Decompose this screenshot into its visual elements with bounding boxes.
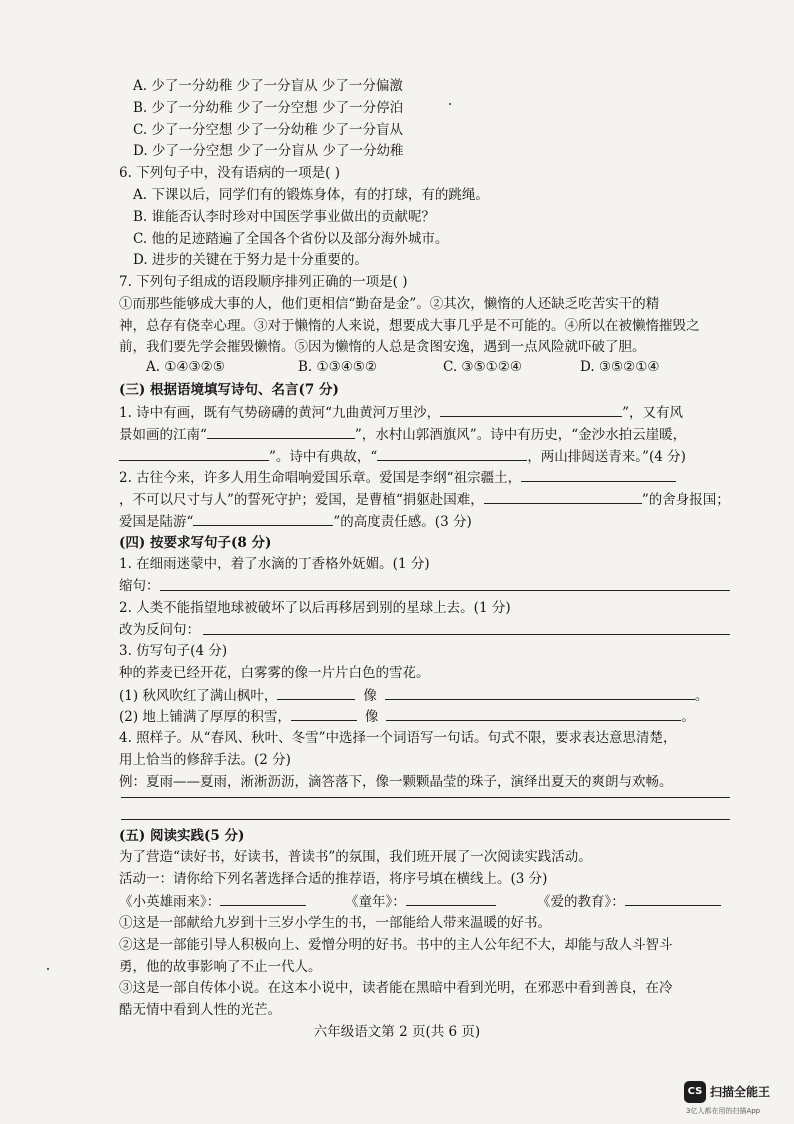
q6-stem: 6. 下列句子中，没有语病的一项是( ) [119,165,340,181]
answer-blank[interactable] [377,446,527,461]
answer-line[interactable] [121,819,730,820]
s4-q1: 1. 在细雨迷蒙中，着了水滴的丁香格外妩媚。(1 分) [119,556,430,572]
q7-option-d: D. ③⑤②①④ [580,359,660,375]
s4-q2-label: 改为反问句： [119,622,200,638]
q5-option-c: C. 少了一分空想 少了一分幼稚 少了一分盲从 [133,122,404,138]
answer-blank[interactable] [193,511,333,526]
answer-line[interactable] [160,590,730,591]
section-5-header: (五) 阅读实践(5 分) [119,828,245,844]
q6-option-a: A. 下课以后，同学们有的锻炼身体，有的打球，有的跳绳。 [133,187,489,203]
s4-q3-item-2: (2) 地上铺满了厚厚的积雪， 像 。 [119,706,695,727]
s5-intro: 为了营造“读好书，好读书，普读书”的氛围，我们班开展了一次阅读实践活动。 [119,849,592,865]
s5-recommendation-2-line-1: ②这是一部能引导人积极向上、爱憎分明的好书。书中的主人公年纪不大，却能与敌人斗智斗 [119,937,673,953]
s5-recommendation-1: ①这是一部献给九岁到十三岁小学生的书，一部能给人带来温暖的好书。 [119,915,551,931]
scan-speck [47,968,49,970]
section-3-header: (三) 根据语境填写诗句、名言(7 分) [119,382,339,398]
s3-q2-line-1: 2. 古往今来，许多人用生命唱响爱国乐章。爱国是李纲“祖宗疆土， [119,467,676,488]
answer-blank[interactable] [521,467,676,482]
s3-q1-line-1: 1. 诗中有画，既有气势磅礴的黄河“九曲黄河万里沙， ”，又有风 [119,402,683,423]
s5-activity-1: 活动一：请你给下列名著选择合适的推荐语，将序号填在横线上。(3 分) [119,871,548,887]
s3-q1-line-2: 景如画的江南“ ”，水村山郭酒旗风”。诗中有历史，“金沙水拍云崖暖， [119,424,686,445]
q7-option-b: B. ①③④⑤② [298,359,378,375]
s3-q1-line-3: ”。诗中有典故，“ ，两山排闼送青来。”(4 分) [119,446,686,467]
s5-book-2: 《童年》： [345,891,496,912]
answer-line[interactable] [203,634,730,635]
s4-q3: 3. 仿写句子(4 分) [119,643,228,659]
scanner-logo-icon: CS [684,1081,706,1103]
q5-option-d: D. 少了一分空想 少了一分盲从 少了一分幼稚 [133,143,404,159]
q5-option-b: B. 少了一分幼稚 少了一分空想 少了一分停泊 [133,100,404,116]
page-footer: 六年级语文第 2 页(共 6 页) [313,1024,481,1040]
answer-blank[interactable] [119,446,269,461]
s4-q4-example: 例：夏雨——夏雨，淅淅沥沥，滴答落下，像一颗颗晶莹的珠子，演绎出夏天的爽朗与欢畅。 [119,774,673,790]
answer-blank[interactable] [220,891,306,906]
q7-line-2: 神，总存有侥幸心理。③对于懒惰的人来说，想要成大事几乎是不可能的。④所以在被懒惰摧毁之 [119,318,700,334]
q7-option-c: C. ③⑤①②④ [443,359,522,375]
scanner-watermark-title: 扫描全能王 [710,1085,771,1099]
s4-q2: 2. 人类不能指望地球被破坏了以后再移居到别的星球上去。(1 分) [119,600,511,616]
s5-book-1: 《小英雄雨来》： [119,891,306,912]
answer-blank[interactable] [385,685,695,700]
answer-blank[interactable] [386,706,681,721]
answer-blank[interactable] [625,891,721,906]
q6-option-d: D. 进步的关键在于努力是十分重要的。 [133,252,368,268]
s4-q1-label: 缩句： [119,578,160,594]
s3-q2-line-2: ，不可以尺寸与人”的誓死守护；爱国，是曹植“捐躯赴国难， ”的舍身报国； [119,489,730,510]
s5-recommendation-3-line-1: ③这是一部自传体小说。在这本小说中，读者能在黑暗中看到光明，在邪恶中看到善良，在冷 [119,980,673,996]
s4-q4-line-1: 4. 照样子。从“春风、秋叶、冬雪”中选择一个词语写一句话。句式不限，要求表达意思清楚， [119,730,677,746]
s5-book-3: 《爱的教育》： [537,891,721,912]
scanner-watermark-subtitle: 3亿人都在用的扫描App [686,1107,761,1115]
q7-line-1: ①而那些能够成大事的人，他们更相信“勤奋是金”。②其次，懒惰的人还缺乏吃苦实干的精 [119,296,660,312]
answer-blank[interactable] [277,685,355,700]
s4-q3-item-1: (1) 秋风吹红了满山枫叶， 像 。 [119,685,708,706]
s4-q3-example: 种的荞麦已经开花，白雾雾的像一片片白色的雪花。 [119,665,430,681]
q5-option-a: A. 少了一分幼稚 少了一分盲从 少了一分偏激 [133,78,403,94]
answer-line[interactable] [121,797,730,798]
q7-option-a: A. ①④③②⑤ [146,359,225,375]
answer-blank[interactable] [440,402,622,417]
s5-recommendation-2-line-2: 勇，他的故事影响了不止一代人。 [119,959,322,975]
q7-stem: 7. 下列句子组成的语段顺序排列正确的一项是( ) [119,274,408,290]
scan-speck [449,103,451,105]
answer-blank[interactable] [291,706,357,721]
s4-q4-line-2: 用上恰当的修辞手法。(2 分) [119,752,291,768]
s5-recommendation-3-line-2: 酷无情中看到人性的光芒。 [119,1002,281,1018]
section-4-header: (四) 按要求写句子(8 分) [119,535,272,551]
answer-blank[interactable] [207,424,355,439]
answer-blank[interactable] [484,489,642,504]
q7-line-3: 前，我们要先学会摧毁懒惰。⑤因为懒惰的人总是贪图安逸，遇到一点风险就吓破了胆。 [119,339,646,355]
s3-q2-line-3: 爱国是陆游“ ”的高度责任感。(3 分) [119,511,472,532]
q6-option-c: C. 他的足迹踏遍了全国各个省份以及部分海外城市。 [133,231,449,247]
answer-blank[interactable] [406,891,496,906]
q6-option-b: B. 谁能否认李时珍对中国医学事业做出的贡献呢？ [133,209,436,225]
